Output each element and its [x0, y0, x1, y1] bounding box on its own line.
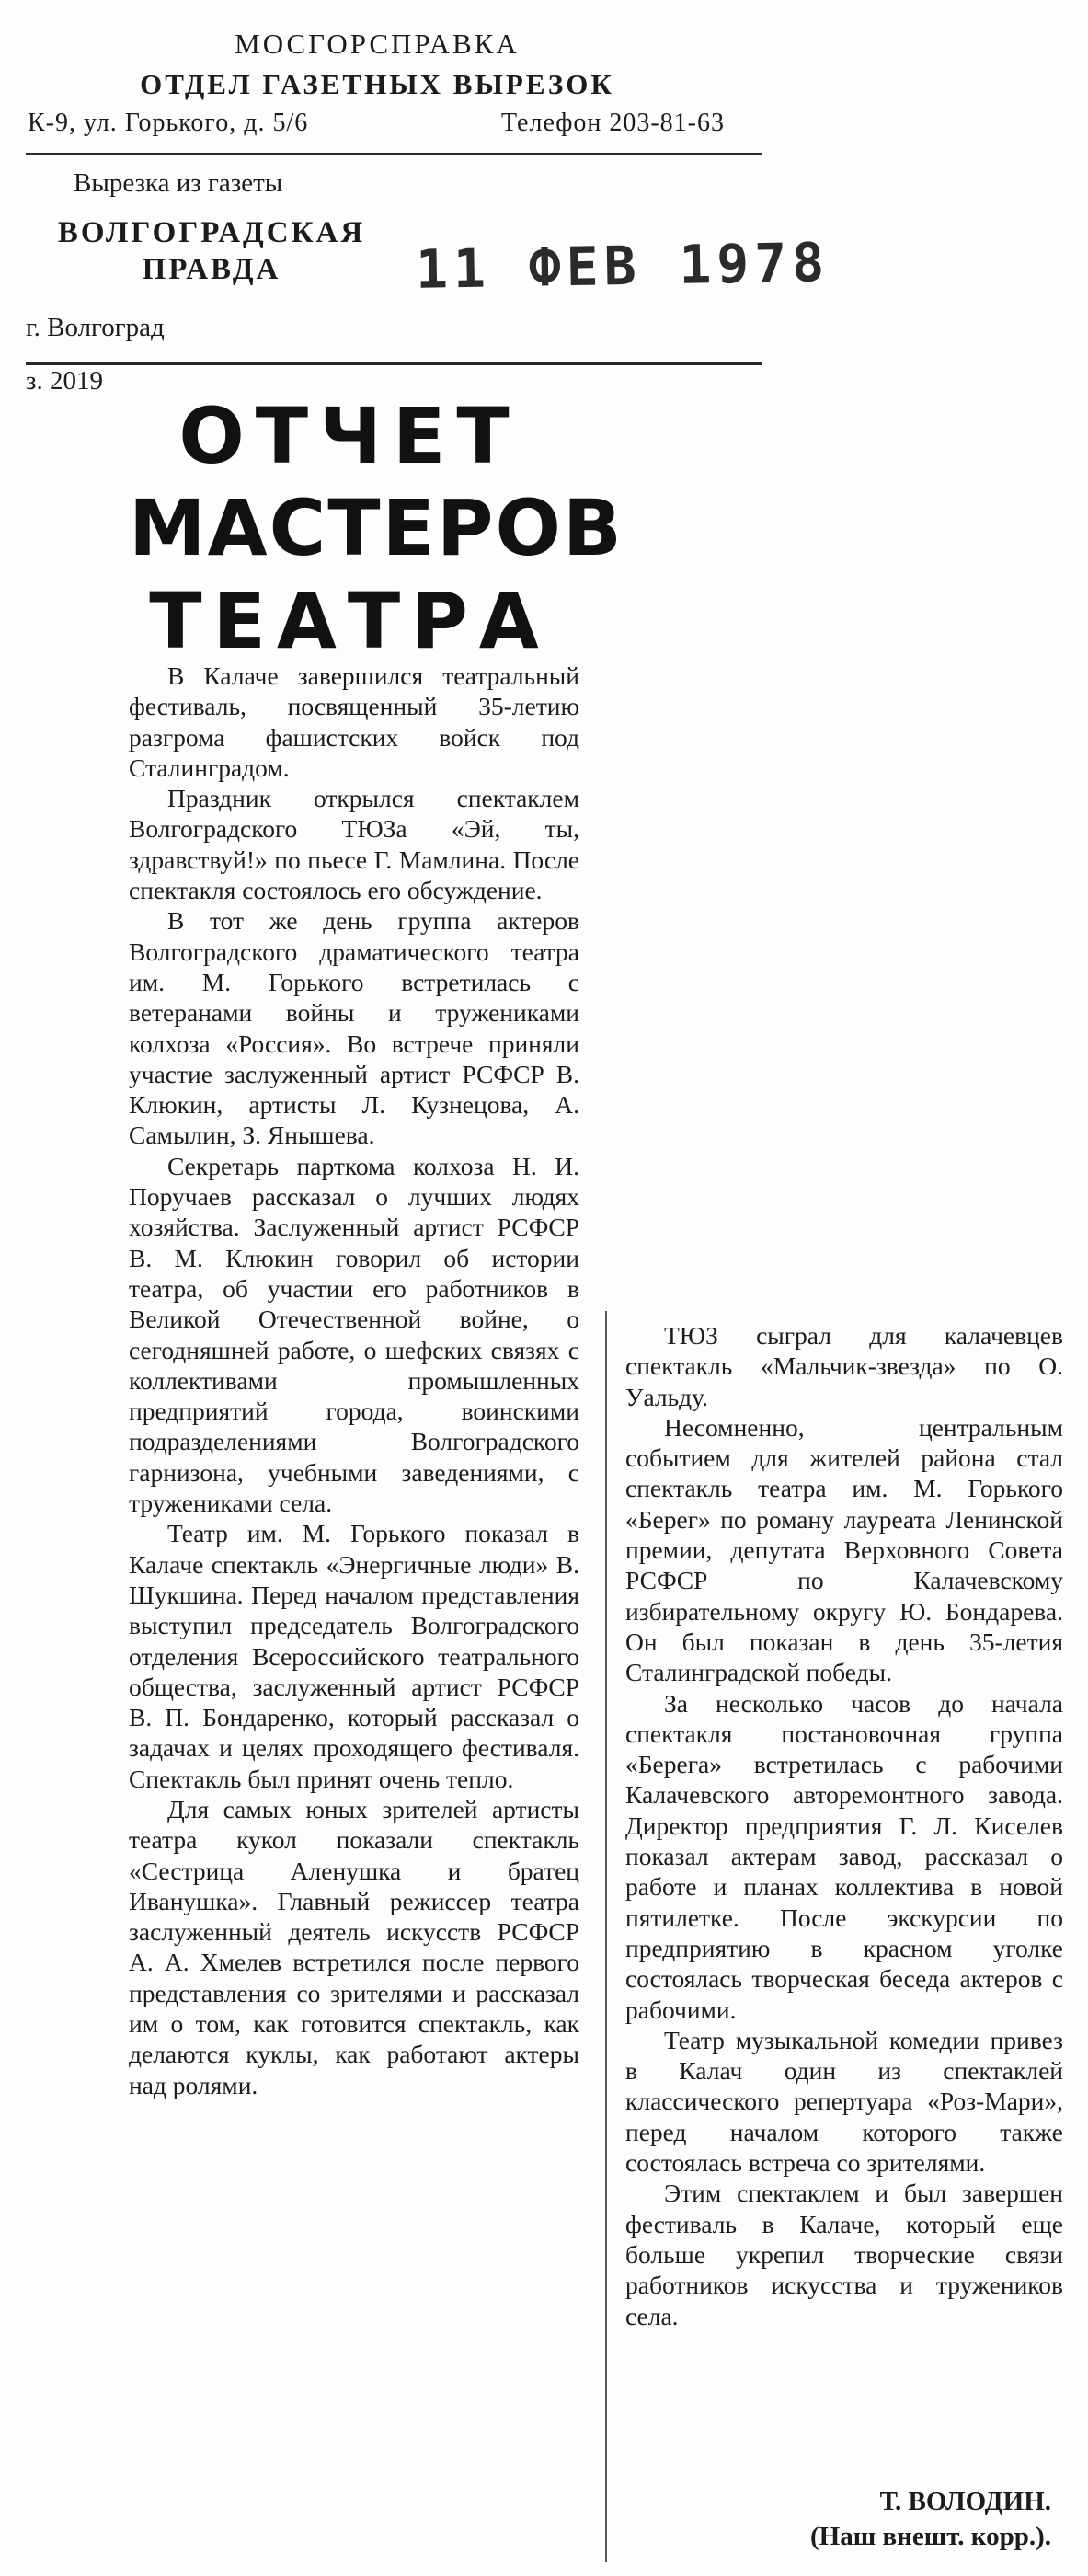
headline-line-3: ТЕАТРА [149, 576, 550, 666]
article-paragraph: В тот же день группа актеров Волгоградского драматического театра им. М. Горького встретилась с ветеранами войны и тружениками колхоза «Россия». Во встрече приняли участие заслуженный артист РСФСР В. Клюкин, артисты Л. Кузнецова, А. Самылин, З. Янышева. [129, 906, 579, 1150]
clipping-source-label: Вырезка из газеты [74, 168, 283, 198]
article-paragraph: Театр музыкальной комедии привез в Калач один из спектаклей классического репертуара «Роз-Мари», перед началом которого также состоялась встреча со зрителями. [625, 2025, 1063, 2178]
article-paragraph: Несомненно, центральным событием для жителей района стал спектакль театра им. М. Горького «Берег» по роману лауреата Ленинской премии, депутата Верховного Совета РСФСР по Калачевскому избирательному округу Ю. Бондарева. Он был показан в день 35-летия Сталинградской победы. [625, 1412, 1063, 1687]
article-paragraph: ТЮЗ сыграл для калачевцев спектакль «Мальчик-звезда» по О. Уальду. [625, 1321, 1063, 1411]
clipping-rule [26, 362, 762, 365]
date-stamp: 11 ФЕВ 1978 [415, 231, 830, 301]
article-paragraph: Театр им. М. Горького показал в Калаче спектакль «Энергичные люди» В. Шукшина. Перед началом представления выступил председатель Волгоградского отделения Всероссийского театрального общества, заслуженный артист РСФСР В. П. Бондаренко, который рассказал о задачах и целях проходящего фестиваля. Спектакль был принят очень тепло. [129, 1519, 579, 1793]
author-name: Т. ВОЛОДИН. [879, 2487, 1051, 2516]
order-number: з. 2019 [26, 366, 103, 396]
article-paragraph: Этим спектаклем и был завершен фестиваль в Калаче, который еще больше укрепил творческие связи работников искусства и тружеников села. [625, 2179, 1063, 2330]
author-signature [810, 2484, 1051, 2554]
bureau-address: К-9, ул. Горького, д. 5/6 [28, 109, 309, 137]
article-paragraph: Праздник открылся спектаклем Волгоградского ТЮЗа «Эй, ты, здравствуй!» по пьесе Г. Мамлина. После спектакля состоялось его обсуждение. [129, 784, 579, 905]
bureau-department: ОТДЕЛ ГАЗЕТНЫХ ВЫРЕЗОК [140, 68, 614, 100]
newspaper-name-line-2: ПРАВДА [142, 253, 281, 286]
clipping-city: г. Волгоград [26, 313, 165, 342]
bureau-name: МОСГОРСПРАВКА [235, 28, 520, 60]
newspaper-name [55, 214, 368, 288]
headline-line-1: ОТЧЕТ [178, 391, 521, 481]
article-column-left [129, 661, 579, 2100]
column-divider [605, 1311, 607, 2562]
bureau-phone: Телефон 203-81-63 [501, 109, 725, 137]
newspaper-name-line-1: ВОЛГОГРАДСКАЯ [57, 216, 366, 249]
article-paragraph: В Калаче завершился театральный фестиваль, посвященный 35-летию разгрома фашистских войск под Сталинградом. [129, 661, 579, 782]
article-paragraph: Для самых юных зрителей артисты театра кукол показали спектакль «Сестрица Аленушка и братец Иванушка». Главный режиссер театра заслуженный деятель искусств РСФСР А. А. Хмелев встретился после первого представления со зрителями и рассказал им о том, как готовится спектакль, как делаются куклы, как работают актеры над ролями. [129, 1794, 579, 2099]
header-rule [26, 153, 762, 155]
headline-line-2: МАСТЕРОВ [129, 483, 624, 573]
article-paragraph: За несколько часов до начала спектакля постановочная группа «Берега» встретилась с рабочими Калачевского авторемонтного завода. Директор предприятия Г. Л. Киселев показал актерам завод, рассказал о работе и планах коллектива в новой пятилетке. После экскурсии по предприятию в красном уголке состоялась творческая беседа актеров с рабочими. [625, 1688, 1063, 2024]
author-role: (Наш внешт. корр.). [810, 2522, 1051, 2551]
article-paragraph: Секретарь парткома колхоза Н. И. Поручаев рассказал о лучших людях хозяйства. Заслуженный артист РСФСР В. М. Клюкин говорил об истории театра, об участии его работников в Великой Отечественной войне, о сегодняшней работе, о шефских связях с коллективами промышленных предприятий города, воинскими подразделениями Волгоградского гарнизона, учебными заведениями, с тружениками села. [129, 1151, 579, 1518]
article-column-right [625, 1320, 1063, 2331]
